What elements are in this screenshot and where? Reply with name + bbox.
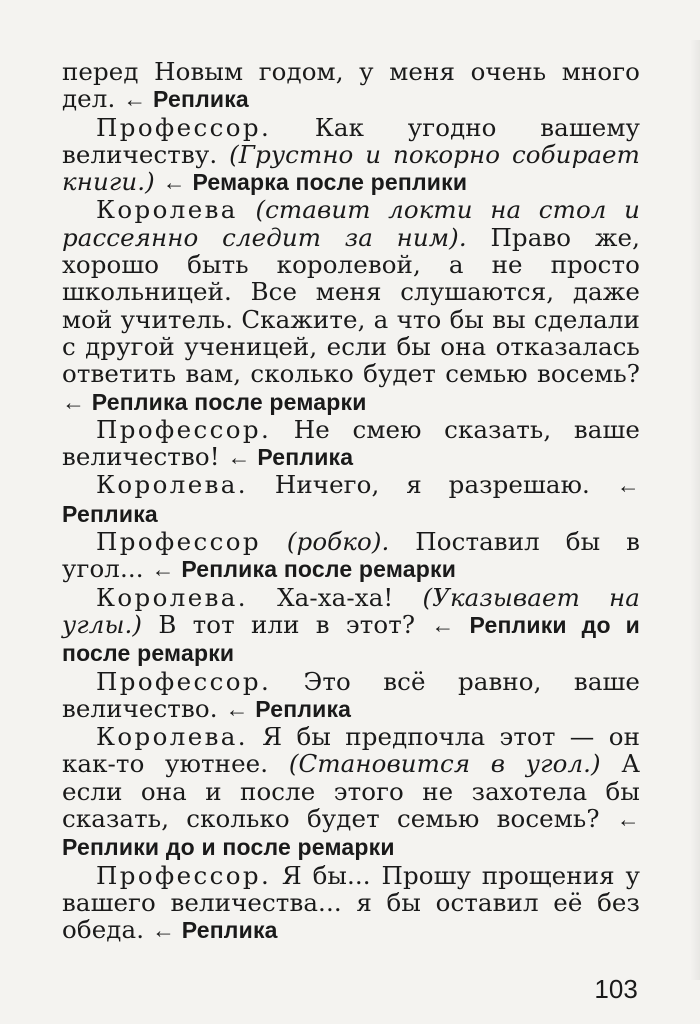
speaker-name: Королева. xyxy=(96,582,248,612)
dialogue-paragraph xyxy=(62,723,640,861)
line-text: Поставил бы в угол... xyxy=(62,527,640,584)
speaker-name: Профессор xyxy=(96,527,261,557)
dialogue-paragraph xyxy=(62,416,640,472)
annotation-label: ← Реплика xyxy=(62,472,640,527)
line-text: В тот или в этот? xyxy=(142,609,432,639)
line-text: Я бы предпочла этот — он как-то уютнее. xyxy=(62,722,640,779)
annotation-label: ← Реплики до и после ремарки xyxy=(62,611,640,667)
line-text: Это всё равно, ваше величество. xyxy=(62,666,640,723)
dialogue-paragraph xyxy=(62,862,640,945)
line-text xyxy=(261,527,287,556)
dialogue-paragraph xyxy=(62,196,640,415)
stage-direction: (Указывает на углы.) xyxy=(62,582,640,639)
line-text: Право же, хорошо быть королевой, а не просто школьницей. Все меня слушаются, даже мой учитель. Скажите, а что бы вы сделали с другой ученицей, если бы она отказалась ответить вам, сколько будет семью восемь? xyxy=(62,222,640,389)
speaker-name: Профессор. xyxy=(96,860,272,890)
speaker-name: Королева. xyxy=(96,722,248,752)
line-text xyxy=(155,167,163,196)
stage-direction: (робко). xyxy=(286,527,390,557)
annotation-label: ← Реплика после ремарки xyxy=(62,388,367,415)
annotation-label: ← Реплика после ремарки xyxy=(151,556,457,583)
line-text: Ничего, я разрешаю. xyxy=(248,470,617,500)
speaker-name: Профессор. xyxy=(96,112,272,142)
annotation-label: ← Реплика xyxy=(225,695,352,722)
dialogue-paragraph xyxy=(62,668,640,724)
annotation-label: ← Ремарка после реплики xyxy=(162,169,468,196)
dialogue-paragraph xyxy=(62,471,640,528)
line-text xyxy=(238,195,256,224)
speaker-name: Профессор. xyxy=(96,414,272,444)
speaker-name: Королева. xyxy=(96,470,248,500)
annotation-label: ← Реплика xyxy=(227,444,354,471)
annotation-label: ← Реплика xyxy=(151,917,278,944)
dialogue-paragraph xyxy=(62,528,640,584)
annotation-label: ← Реплики до и после ремарки xyxy=(62,806,640,861)
line-text: Ха-ха-ха! xyxy=(248,582,423,612)
annotation-label: ← Реплика xyxy=(123,86,249,113)
line-text: Не смею сказать, ваше величество! xyxy=(62,414,640,472)
line-text: Как угодно вашему величеству. xyxy=(62,112,640,169)
line-text: Я бы... Прошу прощения у вашего величества... я бы оставил её без обеда. xyxy=(62,860,640,945)
line-text: А если она и после этого не захотела бы сказать, сколько будет семью восемь? xyxy=(62,749,640,834)
dialogue-paragraph xyxy=(62,584,640,668)
line-text: перед Новым годом, у меня очень много дел. xyxy=(62,57,640,114)
page-number: 103 xyxy=(594,974,638,1004)
dialogue-text xyxy=(62,58,640,945)
dialogue-paragraph xyxy=(62,114,640,197)
stage-direction: (Грустно и покорно собирает книги.) xyxy=(62,139,640,197)
speaker-name: Королева xyxy=(96,195,238,225)
page-edge-shadow xyxy=(690,40,700,980)
stage-direction: (ставит локти на стол и рассеянно следит за ним). xyxy=(62,195,640,252)
speaker-name: Профессор. xyxy=(96,666,272,696)
dialogue-paragraph xyxy=(62,58,640,114)
stage-direction: (Становится в угол.) xyxy=(288,749,601,779)
